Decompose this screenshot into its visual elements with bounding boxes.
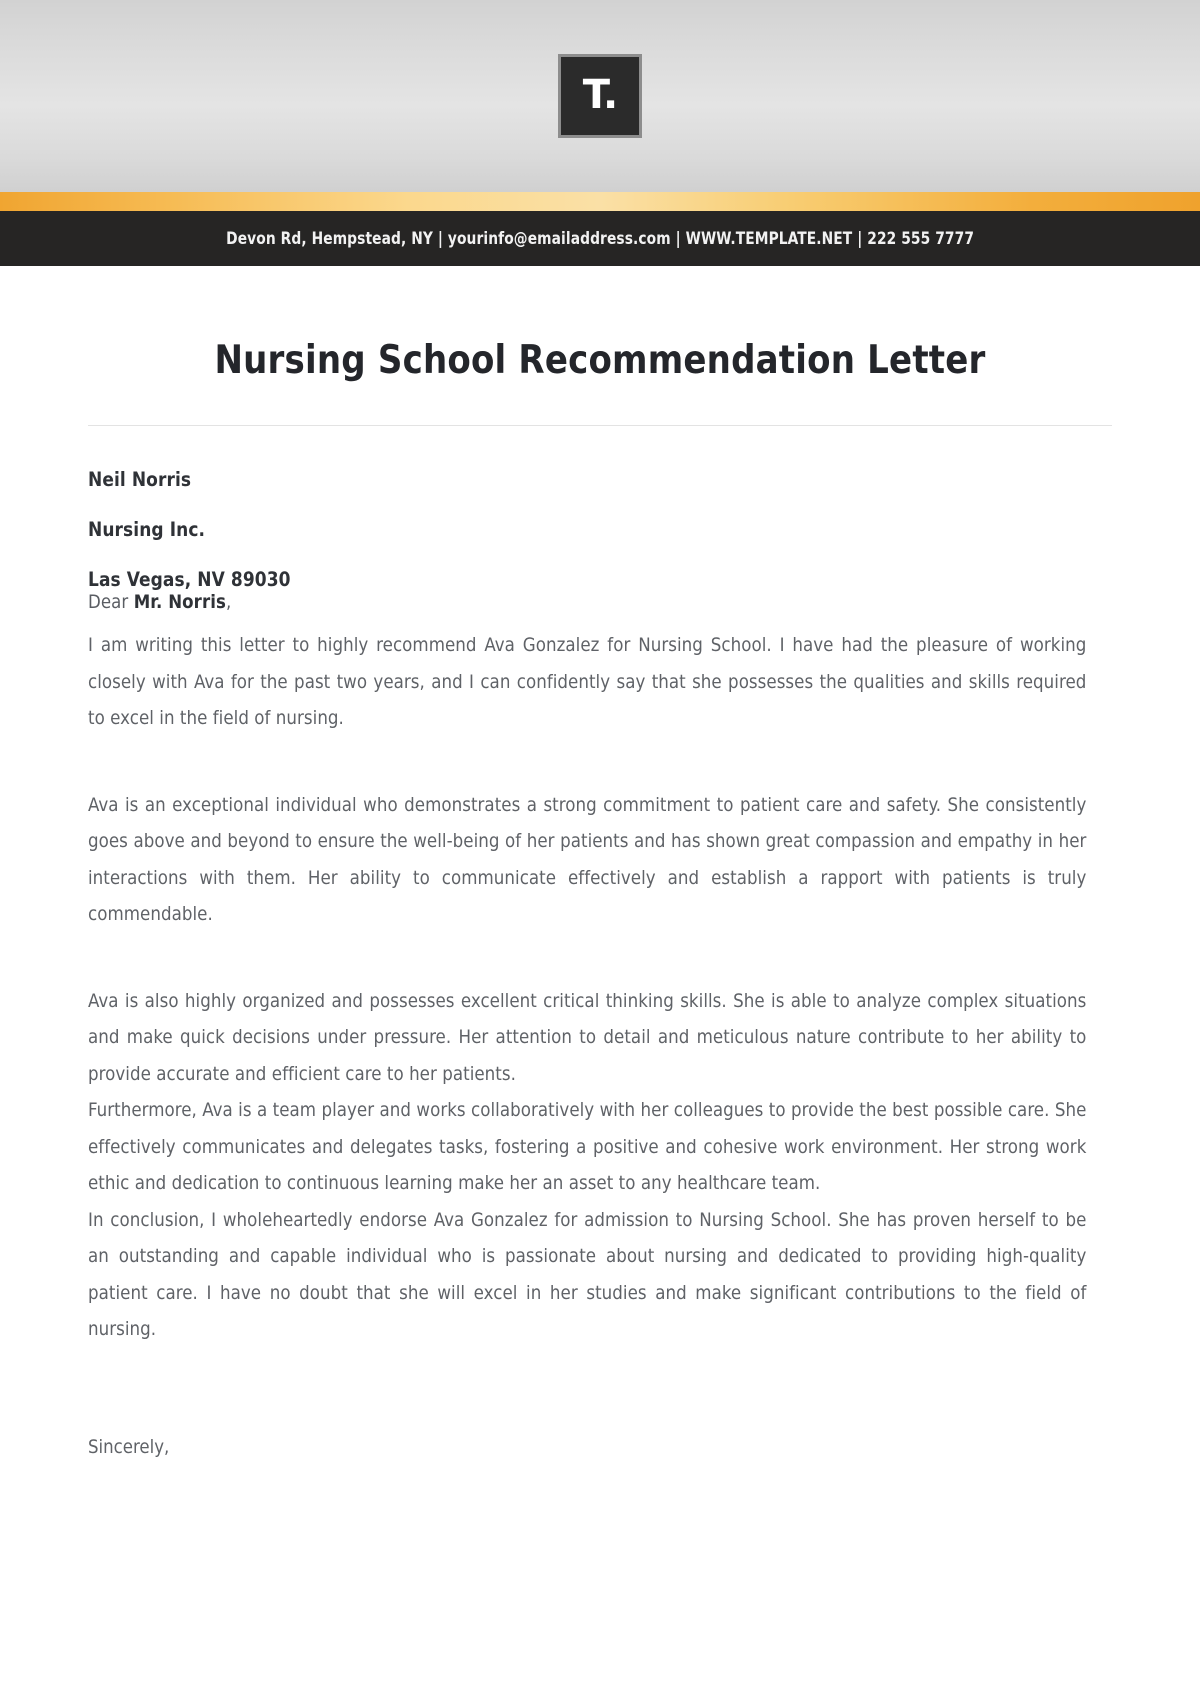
recipient-name: Neil Norris	[88, 468, 192, 491]
letterhead-header	[0, 0, 1200, 192]
salutation-prefix: Dear	[88, 591, 134, 613]
body-paragraph-1: I am writing this letter to highly recommend Ava Gonzalez for Nursing School. I have had the pleasure of working closely with Ava for the past two years, and I can confidently say that she possesses the qualities and skills required to excel in the field of nursing.	[88, 634, 1087, 729]
salutation-suffix: ,	[225, 591, 232, 613]
body-paragraph-5: In conclusion, I wholeheartedly endorse Ava Gonzalez for admission to Nursing School. She has proven herself to be an outstanding and capable individual who is passionate about nursing and dedicated to providing high-quality patient care. I have no doubt that she will excel in her studies and make significant contributions to the field of nursing.	[88, 1208, 1087, 1340]
closing-line: Sincerely,	[88, 1435, 170, 1458]
body-paragraph-3: Ava is also highly organized and possesses excellent critical thinking skills. She is able to analyze complex situations and make quick decisions under pressure. Her attention to detail and meticulous nature contribute to her ability to provide accurate and efficient care to her patients.	[88, 989, 1087, 1085]
recipient-city-state-zip: Las Vegas, NV 89030	[88, 568, 291, 591]
title-divider	[88, 425, 1112, 426]
template-net-logo-icon: T.	[582, 72, 618, 118]
recipient-company: Nursing Inc.	[88, 518, 206, 541]
salutation	[88, 591, 1081, 613]
contact-info-text: Devon Rd, Hempstead, NY | yourinfo@emailaddress.com | WWW.TEMPLATE.NET | 222 555 7777	[226, 229, 974, 248]
salutation-name: Mr. Norris	[133, 591, 226, 613]
accent-stripe	[0, 192, 1200, 211]
brand-logo	[558, 54, 642, 138]
contact-bar	[0, 211, 1200, 266]
recipient-address-block	[88, 468, 1112, 591]
body-paragraph-2: Ava is an exceptional individual who demonstrates a strong commitment to patient care and safety. She consistently goes above and beyond to ensure the well-being of her patients and has shown great compassion and empathy in her interactions with them. Her ability to communicate effectively and establish a rapport with patients is truly commendable.	[88, 793, 1087, 925]
document-body	[0, 338, 1200, 1458]
page-title: Nursing School Recommendation Letter	[214, 338, 986, 383]
body-paragraph-4: Furthermore, Ava is a team player and works collaboratively with her colleagues to provide the best possible care. She effectively communicates and delegates tasks, fostering a positive and cohesive work environment. Her strong work ethic and dedication to continuous learning make her an asset to any healthcare team.	[88, 1099, 1087, 1194]
